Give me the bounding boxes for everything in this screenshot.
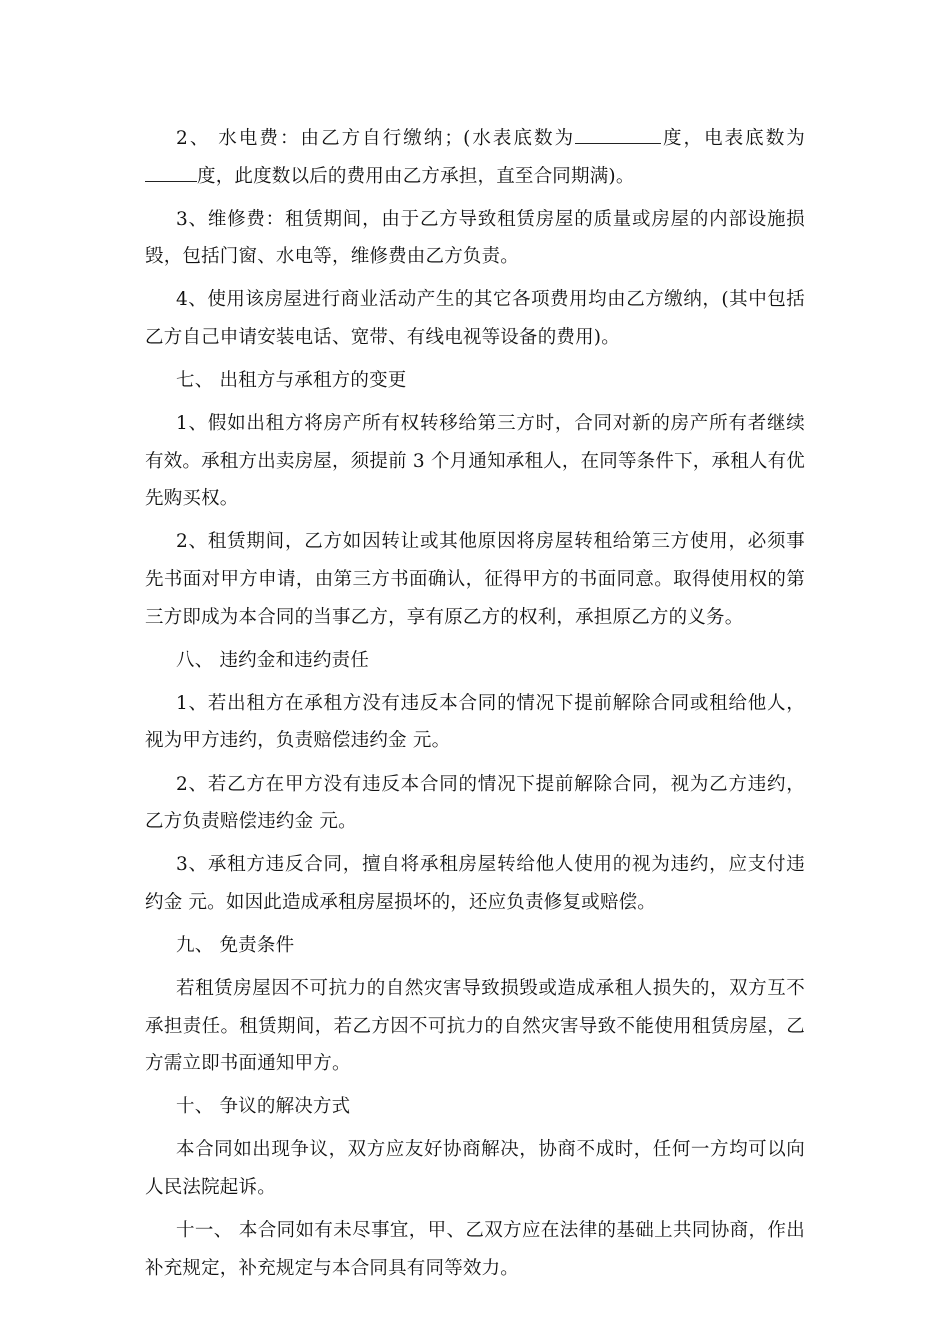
clause-7-1: 1、假如出租方将房产所有权转移给第三方时，合同对新的房产所有者继续有效。承租方出卖房屋，须提前 3 个月通知承租人，在同等条件下，承租人有优先购买权。 [145,413,805,510]
clause-utilities-text-c: 度，此度数以后的费用由乙方承担，直至合同期满)。 [197,165,635,187]
clause-other-fees: 4、使用该房屋进行商业活动产生的其它各项费用均由乙方缴纳，(其中包括乙方自己申请安装电话、宽带、有线电视等设备的费用)。 [145,289,805,348]
clause-repair-fee: 3、维修费：租赁期间，由于乙方导致租赁房屋的质量或房屋的内部设施损毁，包括门窗、水电等，维修费由乙方负责。 [145,208,805,268]
clause-8-3: 3、承租方违反合同，擅自将承租房屋转给他人使用的视为违约，应支付违约金 元。如因此造成承租房屋损坏的，还应负责修复或赔偿。 [145,854,805,913]
section-heading-7: 七、 出租方与承租方的变更 [176,370,407,392]
clause-8-1: 1、若出租方在承租方没有违反本合同的情况下提前解除合同或租给他人，视为甲方违约，负责赔偿违约金 元。 [145,692,805,752]
section-heading-9: 九、 免责条件 [176,934,295,956]
clause-10: 本合同如出现争议，双方应友好协商解决，协商不成时，任何一方均可以向人民法院起诉。 [145,1139,805,1198]
document-page [145,120,805,1293]
clause-9: 若租赁房屋因不可抗力的自然灾害导致损毁或造成承租人损失的，双方互不承担责任。租赁期间，若乙方因不可抗力的自然灾害导致不能使用租赁房屋，乙方需立即书面通知甲方。 [145,977,805,1075]
clause-11: 十一、 本合同如有未尽事宜，甲、乙双方应在法律的基础上共同协商，作出补充规定，补充规定与本合同具有同等效力。 [145,1220,805,1279]
clause-utilities-text-a: 2、 水电费：由乙方自行缴纳；(水表底数为 [176,128,576,149]
electric-meter-blank [145,161,197,181]
section-heading-8: 八、 违约金和违约责任 [176,649,370,671]
section-heading-10: 十、 争议的解决方式 [176,1096,351,1118]
clause-utilities-text-b: 度，电表底数为 [661,128,805,149]
water-meter-blank [575,124,661,144]
clause-8-2: 2、若乙方在甲方没有违反本合同的情况下提前解除合同，视为乙方违约，乙方负责赔偿违约金 元。 [145,773,805,833]
clause-7-2: 2、租赁期间，乙方如因转让或其他原因将房屋转租给第三方使用，必须事先书面对甲方申请，由第三方书面确认，征得甲方的书面同意。取得使用权的第三方即成为本合同的当事乙方，享有原乙方的权利，承担原乙方的义务。 [145,531,805,628]
clause-utilities [145,120,805,195]
